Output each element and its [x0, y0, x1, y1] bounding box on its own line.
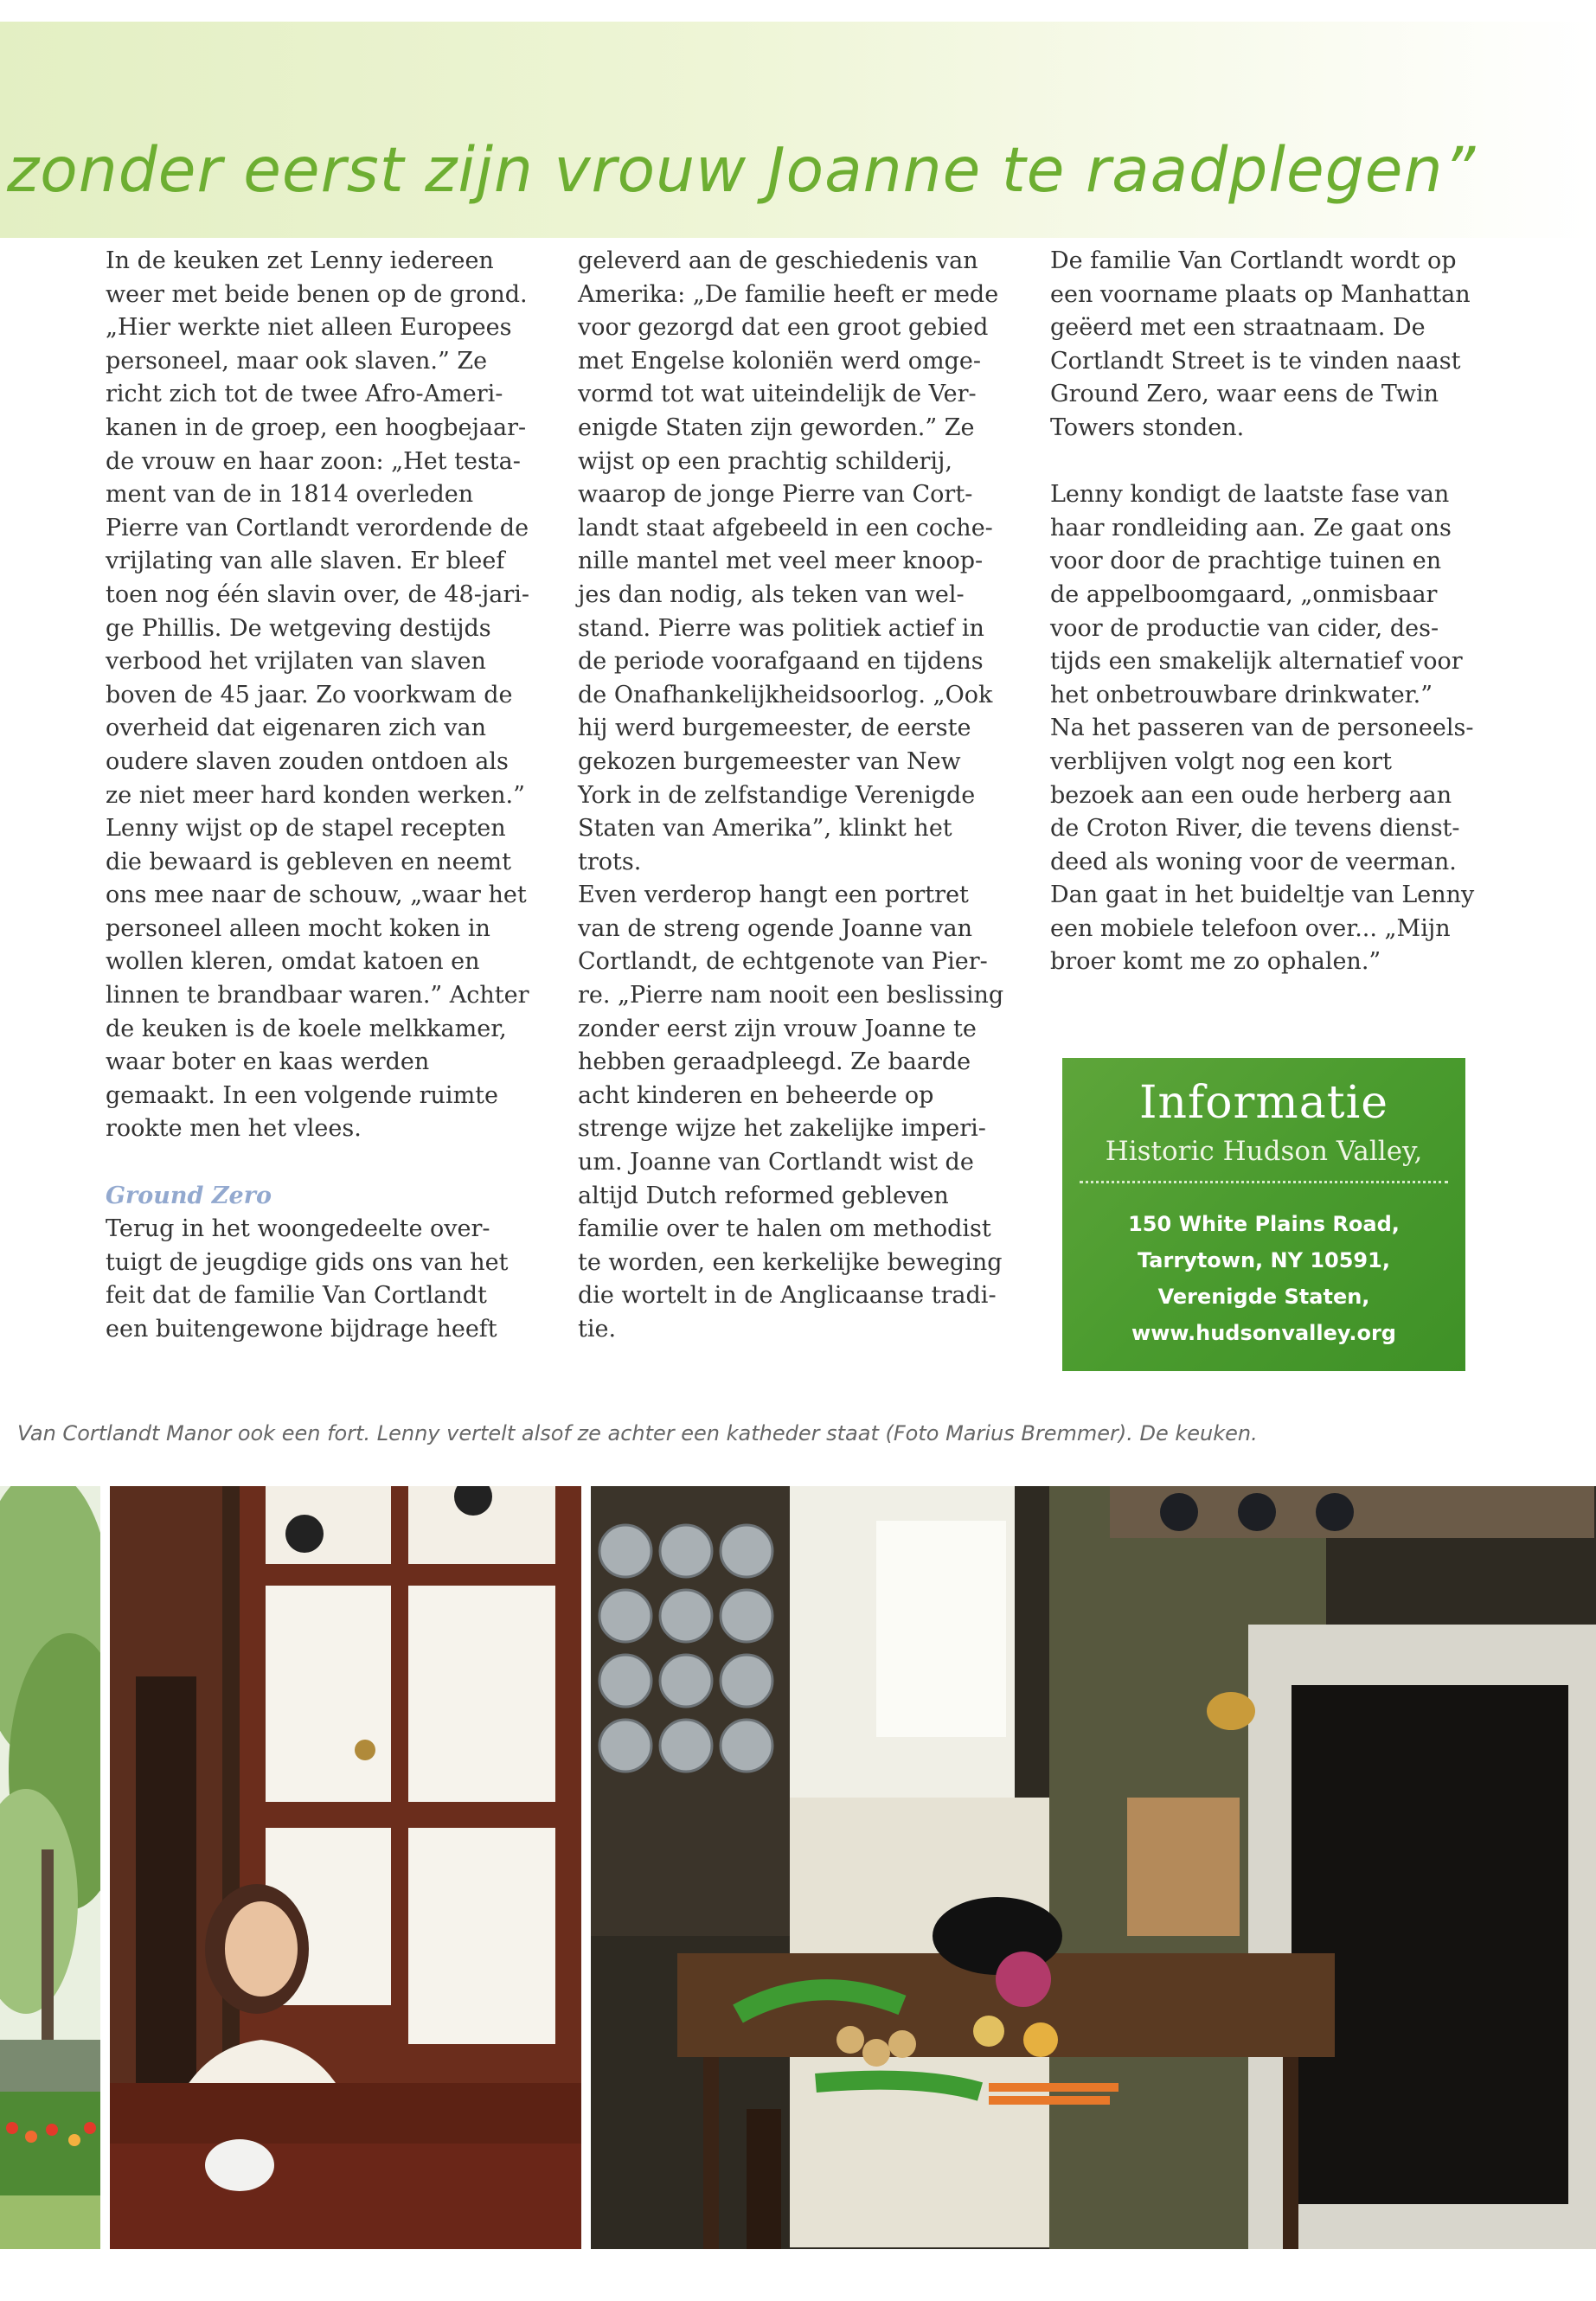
text-line: overheid dat eigenaren zich van — [106, 715, 486, 742]
address-line: Verenigde Staten, — [1157, 1285, 1370, 1309]
text-line: tijds een smakelijk alternatief voor — [1050, 648, 1463, 676]
text-line: acht kinderen en beheerde op — [578, 1081, 934, 1109]
text-line: personeel, maar ook slaven.” Ze — [106, 347, 488, 375]
text-line: „Hier werkte niet alleen Europees — [106, 314, 512, 342]
text-line: met Engelse koloniën werd omge- — [578, 347, 982, 375]
text-line: strenge wijze het zakelijke imperi- — [578, 1115, 986, 1143]
text-line: vormd tot wat uiteindelijk de Ver- — [578, 381, 977, 408]
text-line: de appelboomgaard, „onmisbaar — [1050, 580, 1438, 608]
text-line: linnen te brandbaar waren.” Achter — [106, 982, 529, 1009]
column-1-continued — [106, 1213, 555, 1346]
text-line: ons mee naar de schouw, „waar het — [106, 881, 527, 909]
column-3-paragraph-2 — [1050, 478, 1500, 979]
text-line: de Onafhankelijkheidsoorlog. „Ook — [578, 681, 993, 708]
text-line: vrijlating van alle slaven. Er bleef — [106, 548, 505, 575]
text-line: rookte men het vlees. — [106, 1115, 362, 1143]
text-line: de periode voorafgaand en tijdens — [578, 648, 984, 676]
text-line: Na het passeren van de personeels- — [1050, 715, 1474, 742]
text-line: Pierre van Cortlandt verordende de — [106, 514, 529, 542]
photo-orchard — [0, 1486, 100, 2249]
text-line: trots. — [578, 848, 642, 875]
text-line: verbood het vrijlaten van slaven — [106, 648, 486, 676]
text-line: De familie Van Cortlandt wordt op — [1050, 247, 1457, 274]
text-line: gekozen burgemeester van New — [578, 747, 961, 775]
text-line: de vrouw en haar zoon: „Het testa- — [106, 447, 521, 475]
text-line: Amerika: „De familie heeft er mede — [578, 280, 999, 308]
text-column-1 — [106, 245, 555, 1347]
text-line: haar rondleiding aan. Ze gaat ons — [1050, 514, 1452, 542]
text-line: verblijven volgt nog een kort — [1050, 747, 1392, 775]
text-line: kanen in de groep, een hoogbejaar- — [106, 413, 527, 441]
text-line: familie over te halen om methodist — [578, 1215, 991, 1243]
text-line: geleverd aan de geschiedenis van — [578, 247, 978, 274]
text-line: ze niet meer hard konden werken.” — [106, 781, 525, 809]
text-line: hebben geraadpleegd. Ze baarde — [578, 1048, 971, 1076]
column-2-body — [578, 245, 1028, 1347]
text-line: altijd Dutch reformed gebleven — [578, 1182, 949, 1209]
text-line: Terug in het woongedeelte over- — [106, 1215, 490, 1243]
text-line: waarop de jonge Pierre van Cort- — [578, 481, 973, 509]
text-line: ment van de in 1814 overleden — [106, 481, 474, 509]
text-line: In de keuken zet Lenny iedereen — [106, 247, 494, 274]
address-line: Tarrytown, NY 10591, — [1138, 1248, 1390, 1272]
text-line: geëerd met een straatnaam. De — [1050, 314, 1426, 342]
text-line: het onbetrouwbare drinkwater.” — [1050, 681, 1433, 708]
address-line: 150 White Plains Road, — [1128, 1212, 1400, 1236]
text-line: zonder eerst zijn vrouw Joanne te — [578, 1015, 977, 1042]
text-line: tie. — [578, 1316, 617, 1343]
text-line: wijst op een prachtig schilderij, — [578, 447, 953, 475]
text-line: waar boter en kaas werden — [106, 1048, 430, 1076]
info-subtitle: Historic Hudson Valley, — [1105, 1136, 1423, 1167]
text-line: die bewaard is gebleven en neemt — [106, 848, 512, 875]
text-line: Staten van Amerika”, klinkt het — [578, 815, 952, 843]
column-3-paragraph-1 — [1050, 245, 1500, 445]
text-line: Cortlandt Street is te vinden naast — [1050, 347, 1461, 375]
text-line: te worden, een kerkelijke beweging — [578, 1248, 1003, 1276]
website-link[interactable]: www.hudsonvalley.org — [1131, 1321, 1396, 1345]
photo-lenny — [110, 1486, 581, 2249]
info-address — [1062, 1206, 1465, 1351]
info-box — [1062, 1058, 1465, 1371]
text-line: nille mantel met veel meer knoop- — [578, 548, 984, 575]
text-line: stand. Pierre was politiek actief in — [578, 614, 984, 642]
info-divider — [1080, 1181, 1448, 1183]
text-line: Lenny kondigt de laatste fase van — [1050, 481, 1450, 509]
text-line: weer met beide benen op de grond. — [106, 280, 528, 308]
text-line: een buitengewone bijdrage heeft — [106, 1316, 497, 1343]
text-line: broer komt me zo ophalen.” — [1050, 948, 1381, 976]
text-line: richt zich tot de twee Afro-Ameri- — [106, 381, 503, 408]
subhead-ground-zero: Ground Zero — [106, 1182, 272, 1209]
text-line: York in de zelfstandige Verenigde — [578, 781, 976, 809]
column-1-body — [106, 245, 555, 1146]
headline: zonder eerst zijn vrouw Joanne te raadplegen” — [7, 134, 1477, 206]
text-line: toen nog één slavin over, de 48-jari- — [106, 580, 529, 608]
text-line: bezoek aan een oude herberg aan — [1050, 781, 1452, 809]
text-line: Lenny wijst op de stapel recepten — [106, 815, 506, 843]
text-line: personeel alleen mocht koken in — [106, 914, 490, 942]
text-line: de Croton River, die tevens dienst- — [1050, 815, 1460, 843]
text-line: de keuken is de koele melkkamer, — [106, 1015, 507, 1042]
text-line: die wortelt in de Anglicaanse tradi- — [578, 1282, 997, 1310]
text-line: een mobiele telefoon over... „Mijn — [1050, 914, 1451, 942]
info-title: Informatie — [1138, 1077, 1389, 1129]
text-line: jes dan nodig, als teken van wel- — [578, 580, 965, 608]
text-line: Cortlandt, de echtgenote van Pier- — [578, 948, 988, 976]
text-line: um. Joanne van Cortlandt wist de — [578, 1149, 974, 1176]
text-line: deed als woning voor de veerman. — [1050, 848, 1457, 875]
text-line: oudere slaven zouden ontdoen als — [106, 747, 509, 775]
text-line: wollen kleren, omdat katoen en — [106, 948, 480, 976]
text-line: voor gezorgd dat een groot gebied — [578, 314, 989, 342]
text-line: tuigt de jeugdige gids ons van het — [106, 1248, 509, 1276]
text-line: voor door de prachtige tuinen en — [1050, 548, 1442, 575]
text-line: Dan gaat in het buideltje van Lenny — [1050, 881, 1475, 909]
photo-caption: Van Cortlandt Manor ook een fort. Lenny vertelt alsof ze achter een katheder staat (Foto Marius Bremmer). De keuken. — [17, 1421, 1258, 1445]
text-line: een voorname plaats op Manhattan — [1050, 280, 1471, 308]
text-line: voor de productie van cider, des- — [1050, 614, 1439, 642]
text-line: van de streng ogende Joanne van — [578, 914, 973, 942]
text-line: re. „Pierre nam nooit een beslissing — [578, 982, 1004, 1009]
text-line: boven de 45 jaar. Zo voorkwam de — [106, 681, 513, 708]
text-line: hij werd burgemeester, de eerste — [578, 715, 971, 742]
text-line: enigde Staten zijn geworden.” Ze — [578, 413, 975, 441]
text-line: Ground Zero, waar eens de Twin — [1050, 381, 1439, 408]
photo-kitchen — [591, 1486, 1596, 2249]
text-column-2 — [578, 245, 1028, 1347]
text-line: gemaakt. In een volgende ruimte — [106, 1081, 499, 1109]
text-line: landt staat afgebeeld in een coche- — [578, 514, 993, 542]
text-column-3 — [1050, 245, 1500, 979]
text-line: ge Phillis. De wetgeving destijds — [106, 614, 491, 642]
text-line: Even verderop hangt een portret — [578, 881, 969, 909]
text-line: feit dat de familie Van Cortlandt — [106, 1282, 487, 1310]
text-line: Towers stonden. — [1050, 413, 1245, 441]
